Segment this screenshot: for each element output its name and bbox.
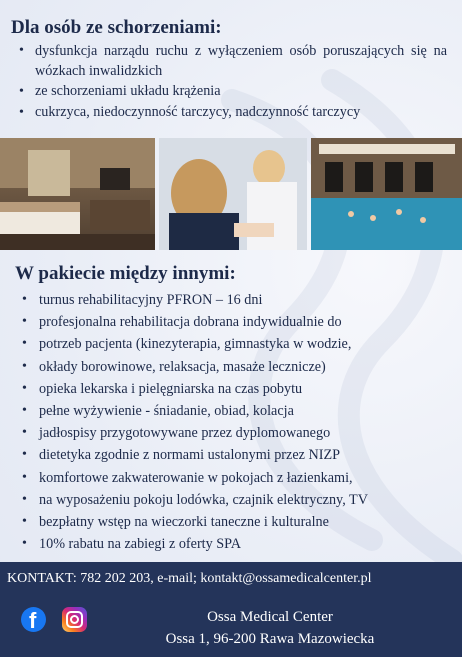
conditions-section bbox=[11, 17, 451, 123]
facebook-glyph: f bbox=[29, 608, 37, 633]
list-item: • komfortowe zakwaterowanie w pokojach z łazienkami, bbox=[15, 467, 455, 489]
swimming-pool-photo bbox=[311, 138, 462, 250]
list-item: • jadłospisy przygotowywane przez dyplomowanego bbox=[15, 422, 455, 444]
contact-line[interactable]: KONTAKT: 782 202 203, e-mail; kontakt@ossamedicalcenter.pl bbox=[7, 571, 372, 586]
list-item: • ze schorzeniami układu krążenia bbox=[11, 81, 451, 102]
package-section bbox=[15, 263, 455, 555]
facebook-icon[interactable] bbox=[21, 607, 46, 632]
hotel-room-photo bbox=[0, 138, 155, 250]
social-links bbox=[21, 607, 87, 632]
list-item: • turnus rehabilitacyjny PFRON – 16 dni bbox=[15, 289, 455, 311]
conditions-heading: Dla osób ze schorzeniami: bbox=[11, 17, 222, 38]
list-item: • okłady borowinowe, relaksacja, masaże lecznicze) bbox=[15, 356, 455, 378]
package-list bbox=[15, 289, 455, 555]
list-item: • dysfunkcja narządu ruchu z wyłączeniem osób poruszających się na wózkach inwalidzkich bbox=[11, 41, 451, 81]
list-item: • pełne wyżywienie - śniadanie, obiad, kolacja bbox=[15, 400, 455, 422]
package-heading: W pakiecie między innymi: bbox=[15, 263, 236, 284]
conditions-list bbox=[11, 41, 451, 123]
list-item: • opieka lekarska i pielęgniarska na czas pobytu bbox=[15, 378, 455, 400]
list-item: • 10% rabatu na zabiegi z oferty SPA bbox=[15, 533, 455, 555]
instagram-icon[interactable] bbox=[62, 607, 87, 632]
list-item: • potrzeb pacjenta (kinezyterapia, gimnastyka w wodzie, bbox=[15, 333, 455, 355]
photo-strip bbox=[0, 138, 462, 250]
list-item: • dietetyka zgodnie z normami ustalonymi przez NIZP bbox=[15, 444, 455, 466]
list-item: • cukrzyca, niedoczynność tarczycy, nadczynność tarczycy bbox=[11, 102, 451, 123]
address-block bbox=[150, 606, 390, 650]
company-name: Ossa Medical Center bbox=[207, 609, 333, 625]
company-address: Ossa 1, 96-200 Rawa Mazowiecka bbox=[165, 631, 375, 647]
rehabilitation-photo bbox=[159, 138, 308, 250]
list-item: • na wyposażeniu pokoju lodówka, czajnik elektryczny, TV bbox=[15, 489, 455, 511]
list-item: • bezpłatny wstęp na wieczorki taneczne i kulturalne bbox=[15, 511, 455, 533]
list-item: • profesjonalna rehabilitacja dobrana indywidualnie do bbox=[15, 311, 455, 333]
